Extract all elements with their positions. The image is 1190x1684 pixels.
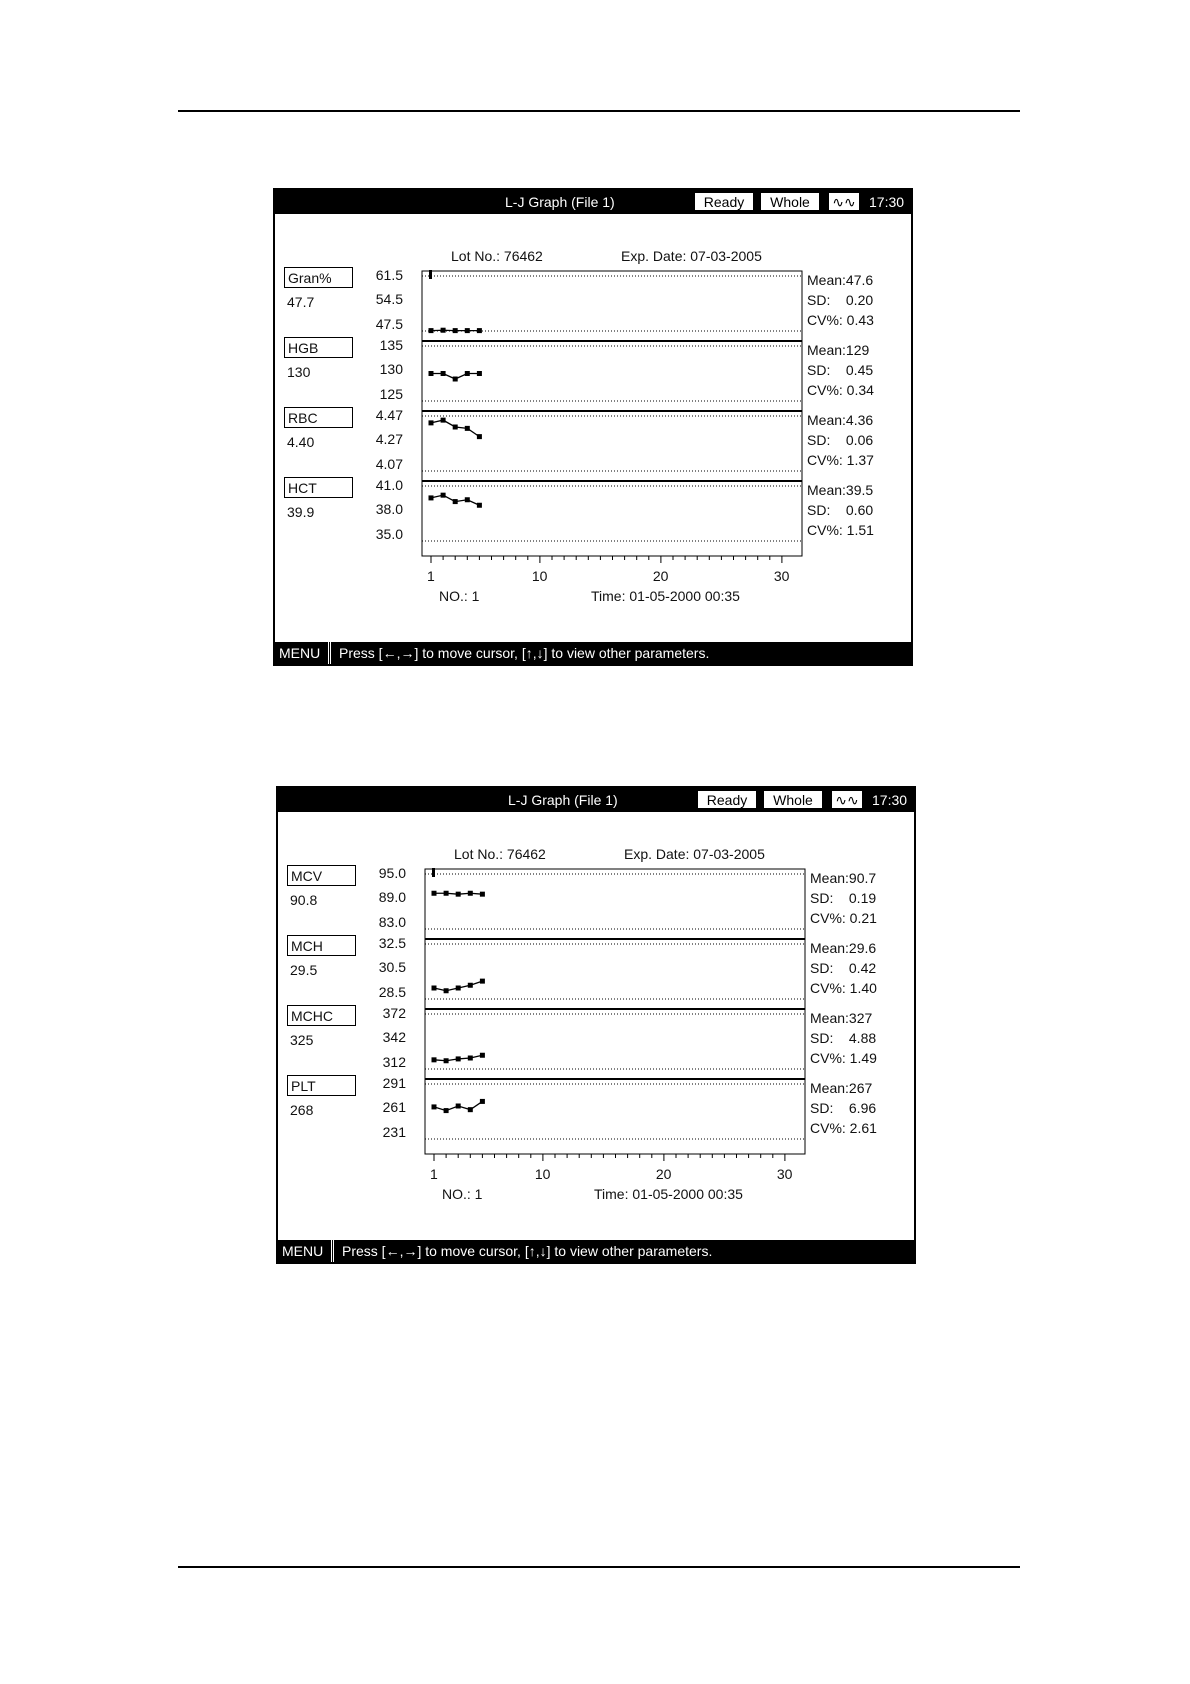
x-tick-label: 1 [427,568,435,584]
param-label-3[interactable]: PLT [287,1075,356,1096]
page-header-rule [178,110,1020,112]
stat-mean: Mean:47.6 [807,272,874,288]
data-point [432,1057,437,1062]
menu-button[interactable]: MENU [275,642,331,664]
data-point [432,1104,437,1109]
screen-title: L-J Graph (File 1) [505,194,615,210]
data-point [456,1056,461,1061]
lj-graph-screen-1 [273,188,913,666]
y-tick-mid: 54.5 [375,291,403,307]
stat-cv: CV%: 1.40 [810,980,877,996]
param-value-3: 39.9 [287,504,315,520]
data-point [444,891,449,896]
stat-sd: SD: 0.42 [810,960,877,976]
data-point [468,891,473,896]
x-tick-label: 1 [430,1166,438,1182]
clock: 17:30 [869,194,905,210]
lot-number: Lot No.: 76462 [454,846,546,862]
mode-whole-badge: Whole [763,790,823,809]
data-point [465,371,470,376]
data-point [444,1108,449,1113]
data-point [477,434,482,439]
screen-title: L-J Graph (File 1) [508,792,618,808]
param-label-1[interactable]: HGB [284,337,353,358]
stat-cv: CV%: 2.61 [810,1120,877,1136]
param-value-0: 47.7 [287,294,315,310]
stat-sd: SD: 0.20 [807,292,874,308]
data-point [480,1053,485,1058]
data-point [432,891,437,896]
data-point [468,1107,473,1112]
y-tick-mid: 4.27 [375,431,403,447]
wave-icon: ∿∿ [828,192,860,211]
y-tick-mid: 89.0 [378,889,406,905]
status-ready-badge: Ready [694,192,754,211]
data-point [480,892,485,897]
data-point [441,371,446,376]
data-point [444,1058,449,1063]
stat-mean: Mean:267 [810,1080,873,1096]
stat-mean: Mean:29.6 [810,940,877,956]
data-point [429,495,434,500]
y-tick-upper: 61.5 [375,267,403,283]
y-tick-lower: 231 [382,1124,406,1140]
param-value-0: 90.8 [290,892,318,908]
y-tick-lower: 312 [382,1054,406,1070]
param-value-1: 130 [287,364,311,380]
plot-frame [422,271,802,556]
data-point [429,328,434,333]
data-point [453,377,458,382]
x-tick-label: 30 [773,568,790,584]
data-point [456,1104,461,1109]
x-tick-label: 30 [776,1166,793,1182]
y-tick-mid: 130 [379,361,403,377]
expiry-date: Exp. Date: 07-03-2005 [621,248,762,264]
data-point [441,418,446,423]
y-tick-lower: 28.5 [378,984,406,1000]
status-ready-badge: Ready [697,790,757,809]
data-point [441,493,446,498]
stat-mean: Mean:327 [810,1010,873,1026]
y-tick-lower: 83.0 [378,914,406,930]
menu-button[interactable]: MENU [278,1240,334,1262]
data-point [480,979,485,984]
y-tick-lower: 35.0 [375,526,403,542]
page-footer-rule [178,1566,1020,1568]
stat-sd: SD: 6.96 [810,1100,877,1116]
stat-mean: Mean:39.5 [807,482,874,498]
data-point [480,1099,485,1104]
param-value-1: 29.5 [290,962,318,978]
stat-sd: SD: 0.45 [807,362,874,378]
data-point [468,1056,473,1061]
clock: 17:30 [872,792,908,808]
lj-graph [275,190,911,590]
y-tick-mid: 30.5 [378,959,406,975]
data-point [429,371,434,376]
param-value-2: 325 [290,1032,314,1048]
data-point [432,986,437,991]
x-tick-label: 10 [531,568,548,584]
lj-graph-screen-2 [276,786,916,1264]
data-point [453,499,458,504]
help-hint: Press [←,→] to move cursor, [↑,↓] to view other parameters. [342,1243,713,1259]
y-tick-upper: 135 [379,337,403,353]
y-tick-upper: 41.0 [375,477,403,493]
param-label-0[interactable]: MCV [287,865,356,886]
stat-cv: CV%: 0.34 [807,382,874,398]
data-point [477,503,482,508]
data-point [468,983,473,988]
data-point [456,892,461,897]
data-point [429,420,434,425]
stat-mean: Mean:4.36 [807,412,874,428]
y-tick-lower: 125 [379,386,403,402]
x-tick-label: 10 [534,1166,551,1182]
lj-graph [278,788,914,1188]
y-tick-upper: 32.5 [378,935,406,951]
data-point [477,328,482,333]
help-hint: Press [←,→] to move cursor, [↑,↓] to view other parameters. [339,645,710,661]
data-point [465,426,470,431]
stat-cv: CV%: 0.43 [807,312,874,328]
stat-sd: SD: 0.06 [807,432,874,448]
data-point [453,328,458,333]
data-point [477,371,482,376]
data-point [465,497,470,502]
stat-mean: Mean:90.7 [810,870,877,886]
stat-cv: CV%: 0.21 [810,910,877,926]
plot-frame [425,869,805,1154]
y-tick-mid: 38.0 [375,501,403,517]
data-point [456,986,461,991]
data-point [444,988,449,993]
status-bar [278,1240,914,1262]
x-tick-label: 20 [652,568,669,584]
x-tick-label: 20 [655,1166,672,1182]
expiry-date: Exp. Date: 07-03-2005 [624,846,765,862]
stat-sd: SD: 0.60 [807,502,874,518]
sample-time: Time: 01-05-2000 00:35 [591,588,740,604]
status-bar [275,642,911,664]
y-tick-lower: 4.07 [375,456,403,472]
y-tick-mid: 342 [382,1029,406,1045]
lot-number: Lot No.: 76462 [451,248,543,264]
sample-time: Time: 01-05-2000 00:35 [594,1186,743,1202]
y-tick-upper: 4.47 [375,407,403,423]
stat-mean: Mean:129 [807,342,870,358]
data-point [441,328,446,333]
y-tick-mid: 261 [382,1099,406,1115]
param-value-2: 4.40 [287,434,315,450]
stat-cv: CV%: 1.51 [807,522,874,538]
param-label-1[interactable]: MCH [287,935,356,956]
sample-number: NO.: 1 [442,1186,483,1202]
stat-sd: SD: 4.88 [810,1030,877,1046]
mode-whole-badge: Whole [760,192,820,211]
data-point [453,425,458,430]
y-tick-upper: 95.0 [378,865,406,881]
y-tick-upper: 291 [382,1075,406,1091]
y-tick-lower: 47.5 [375,316,403,332]
stat-cv: CV%: 1.49 [810,1050,877,1066]
sample-number: NO.: 1 [439,588,480,604]
param-value-3: 268 [290,1102,314,1118]
data-point [465,328,470,333]
param-label-3[interactable]: HCT [284,477,353,498]
y-tick-upper: 372 [382,1005,406,1021]
param-label-0[interactable]: Gran% [284,267,353,288]
param-label-2[interactable]: RBC [284,407,353,428]
wave-icon: ∿∿ [831,790,863,809]
param-label-2[interactable]: MCHC [287,1005,356,1026]
stat-sd: SD: 0.19 [810,890,877,906]
stat-cv: CV%: 1.37 [807,452,874,468]
